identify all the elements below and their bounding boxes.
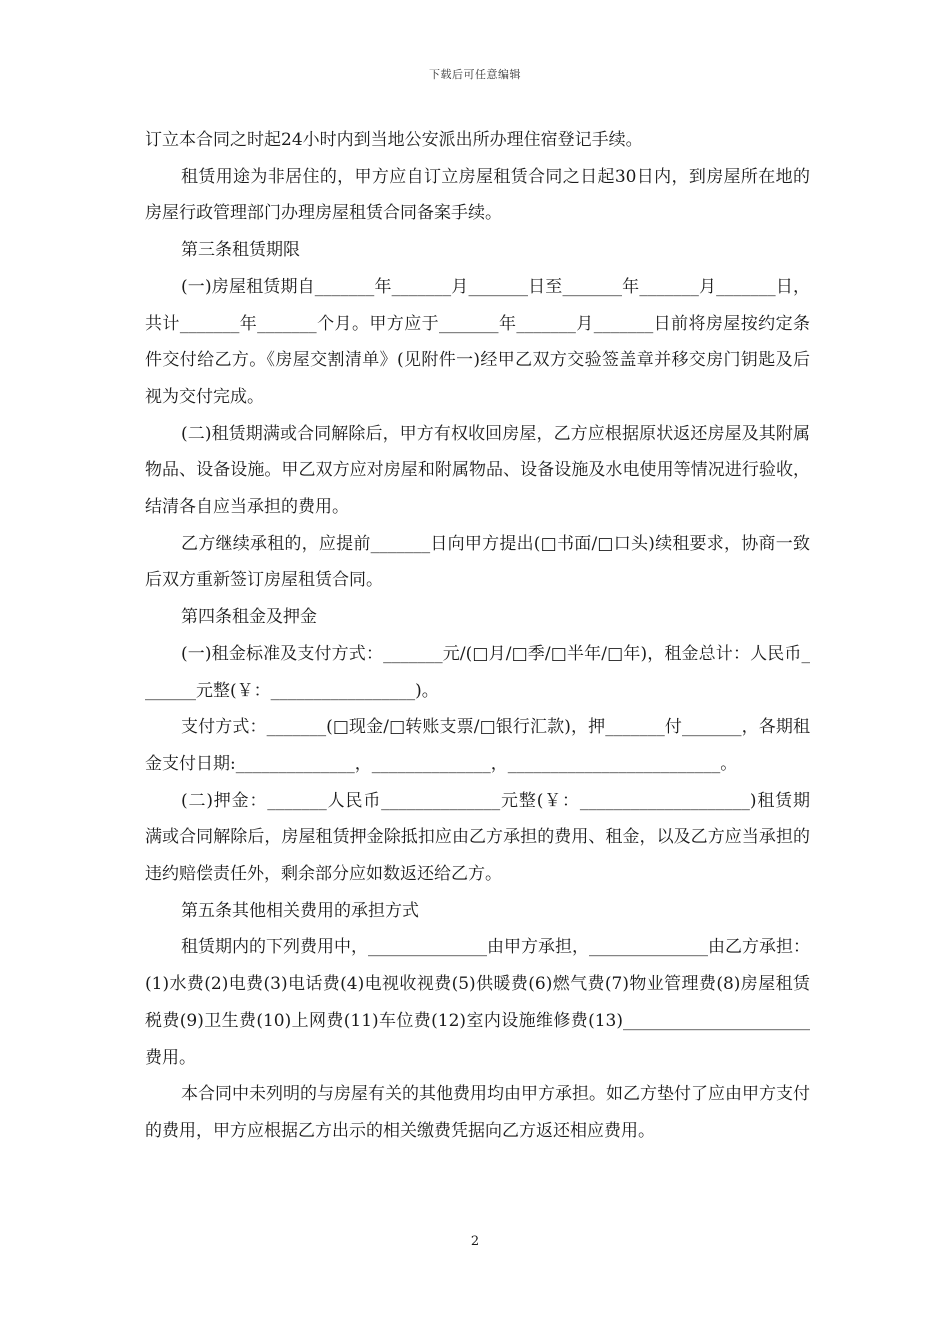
section-heading-rent-deposit: 第四条租金及押金 (181, 607, 317, 628)
page-header: 下载后可任意编辑 (429, 68, 521, 81)
paragraph-fee-list: 租赁期内的下列费用中，______________由甲方承担，______________由乙方承担：(1)水费(2)电费(3)电话费(4)电视收视费(5)供暖费(6)燃气费(7)物业管理费(8)房屋租赁税费(9)卫生费(10)上网费(11)车位费(12)室内设施维修费(13)______________________费用。 (145, 937, 810, 1068)
contract-body (145, 122, 810, 1150)
paragraph-renewal: 乙方继续承租的，应提前_______日向甲方提出(□书面/□口头)续租要求，协商一致后双方重新签订房屋租赁合同。 (145, 533, 810, 591)
paragraph-lease-expiry: (二)租赁期满或合同解除后，甲方有权收回房屋，乙方应根据原状返还房屋及其附属物品、设备设施。甲乙双方应对房屋和附属物品、设备设施及水电使用等情况进行验收，结清各自应当承担的费用。 (145, 423, 810, 518)
paragraph-rent-standard: (一)租金标准及支付方式：_______元/(□月/□季/□半年/□年)，租金总计：人民币_______元整(￥：_________________)。 (145, 643, 810, 701)
section-heading-other-fees: 第五条其他相关费用的承担方式 (181, 900, 419, 921)
paragraph-non-residential-filing: 租赁用途为非居住的，甲方应自订立房屋租赁合同之日起30日内，到房屋所在地的房屋行政管理部门办理房屋租赁合同备案手续。 (145, 166, 810, 224)
section-heading-lease-term: 第三条租赁期限 (181, 240, 300, 261)
page-number: 2 (470, 1234, 480, 1249)
paragraph-lease-period: (一)房屋租赁期自_______年_______月_______日至_______年_______月_______日，共计_______年_______个月。甲方应于_______年_______月_______日前将房屋按约定条件交付给乙方。《房屋交割清单》(见附件一)经甲乙双方交验签盖章并移交房门钥匙及后视为交付完成。 (145, 276, 810, 407)
paragraph-unlisted-fees: 本合同中未列明的与房屋有关的其他费用均由甲方承担。如乙方垫付了应由甲方支付的费用，甲方应根据乙方出示的相关缴费凭据向乙方返还相应费用。 (145, 1084, 810, 1141)
paragraph-deposit: (二)押金：_______人民币______________元整(￥：____________________)租赁期满或合同解除后，房屋租赁押金除抵扣应由乙方承担的费用、租金，以及乙方应当承担的违约赔偿责任外，剩余部分应如数返还给乙方。 (145, 790, 810, 885)
paragraph-payment-method: 支付方式：_______(□现金/□转账支票/□银行汇款)，押_______付_______，各期租金支付日期:______________，______________，_________________________。 (145, 717, 810, 774)
paragraph-registration: 订立本合同之时起24小时内到当地公安派出所办理住宿登记手续。 (145, 130, 643, 150)
